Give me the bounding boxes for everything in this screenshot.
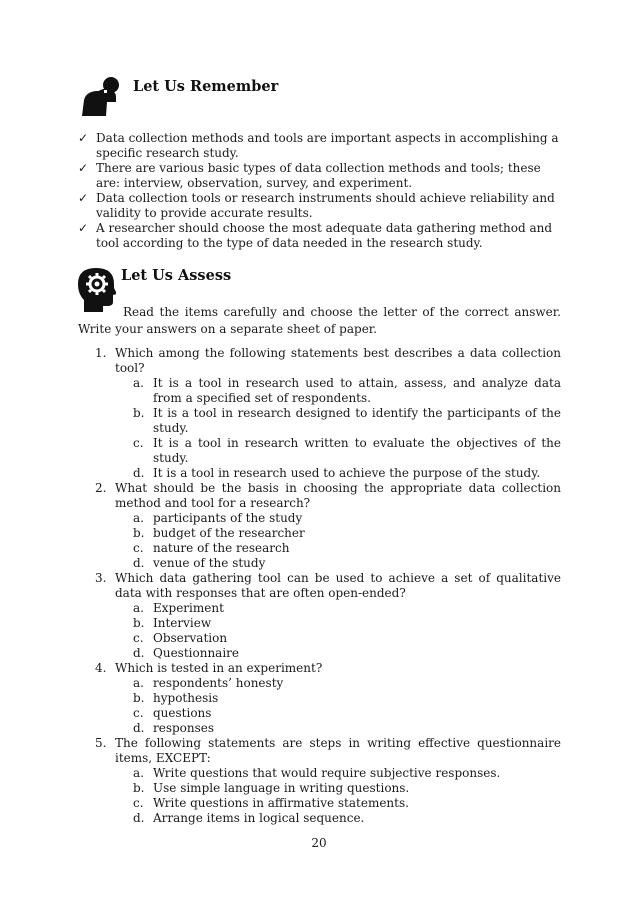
answer-choice	[115, 556, 561, 571]
question-item	[95, 346, 561, 481]
checklist-item-text: A researcher should choose the most adequate data gathering method and tool according to the type of data needed in the research study.	[96, 221, 553, 250]
choice-letter: b.	[133, 406, 145, 420]
answer-choice	[115, 781, 561, 796]
choice-text: respondents’ honesty	[153, 676, 284, 690]
answer-choice	[115, 691, 561, 706]
question-list	[95, 346, 561, 826]
choice-text: Observation	[153, 631, 228, 645]
question-item	[95, 661, 561, 736]
choice-text: Write questions that would require subjective responses.	[153, 766, 501, 780]
choice-text: budget of the researcher	[153, 526, 305, 540]
choice-list	[115, 376, 561, 481]
question-item	[95, 481, 561, 571]
question-text: What should be the basis in choosing the appropriate data collection method and tool for a research?	[115, 481, 561, 510]
answer-choice	[115, 616, 561, 631]
choice-text: participants of the study	[153, 511, 303, 525]
question-number: 1.	[95, 346, 107, 360]
checklist-item-text: There are various basic types of data collection methods and tools; these are: interview, observation, survey, and experiment.	[96, 161, 541, 190]
choice-letter: b.	[133, 691, 145, 705]
answer-choice	[115, 646, 561, 661]
question-number: 5.	[95, 736, 107, 750]
choice-text: Questionnaire	[153, 646, 239, 660]
answer-choice	[115, 796, 561, 811]
question-item	[95, 736, 561, 826]
choice-letter: a.	[133, 601, 144, 615]
choice-text: venue of the study	[153, 556, 266, 570]
checklist-item	[78, 131, 568, 161]
choice-letter: d.	[133, 811, 145, 825]
checklist-item-text: Data collection tools or research instruments should achieve reliability and validity to provide accurate results.	[96, 191, 555, 220]
question-item	[95, 571, 561, 661]
assess-instructions: Read the items carefully and choose the letter of the correct answer. Write your answers on a separate sheet of paper.	[78, 305, 561, 336]
assess-title: Let Us Assess	[121, 267, 232, 284]
choice-letter: a.	[133, 676, 144, 690]
choice-letter: b.	[133, 526, 145, 540]
answer-choice	[115, 706, 561, 721]
choice-text: responses	[153, 721, 215, 735]
choice-text: Use simple language in writing questions.	[153, 781, 410, 795]
question-number: 4.	[95, 661, 107, 675]
checkmark-icon: ✓	[78, 221, 89, 235]
checklist-item	[78, 161, 568, 191]
question-number: 2.	[95, 481, 107, 495]
choice-text: Experiment	[153, 601, 224, 615]
answer-choice	[115, 466, 561, 481]
answer-choice	[115, 376, 561, 406]
answer-choice	[115, 406, 561, 436]
question-number: 3.	[95, 571, 107, 585]
choice-list	[115, 601, 561, 661]
answer-choice	[115, 676, 561, 691]
question-text: Which among the following statements best describes a data collection tool?	[115, 346, 561, 375]
choice-letter: d.	[133, 646, 145, 660]
choice-text: Interview	[153, 616, 212, 630]
answer-choice	[115, 811, 561, 826]
answer-choice	[115, 766, 561, 781]
choice-letter: d.	[133, 721, 145, 735]
choice-list	[115, 511, 561, 571]
choice-letter: c.	[133, 541, 144, 555]
question-text: Which data gathering tool can be used to achieve a set of qualitative data with responses that are often open-ended?	[115, 571, 561, 600]
checklist-item-text: Data collection methods and tools are important aspects in accomplishing a specific research study.	[96, 131, 559, 160]
choice-letter: c.	[133, 796, 144, 810]
answer-choice	[115, 541, 561, 556]
choice-letter: a.	[133, 511, 144, 525]
remember-checklist	[78, 131, 568, 251]
choice-letter: b.	[133, 781, 145, 795]
choice-text: It is a tool in research used to achieve the purpose of the study.	[153, 466, 541, 480]
choice-list	[115, 766, 561, 826]
checkmark-icon: ✓	[78, 131, 89, 145]
checkmark-icon: ✓	[78, 161, 89, 175]
choice-text: Write questions in affirmative statements.	[153, 796, 409, 810]
answer-choice	[115, 526, 561, 541]
choice-letter: b.	[133, 616, 145, 630]
question-text: Which is tested in an experiment?	[115, 661, 323, 675]
answer-choice	[115, 436, 561, 466]
question-text: The following statements are steps in writing effective questionnaire items, EXCEPT:	[115, 736, 561, 765]
choice-text: Arrange items in logical sequence.	[153, 811, 365, 825]
choice-letter: c.	[133, 631, 144, 645]
answer-choice	[115, 631, 561, 646]
choice-letter: c.	[133, 436, 144, 450]
choice-text: It is a tool in research used to attain, assess, and analyze data from a specified set of respondents.	[153, 376, 561, 405]
remember-title: Let Us Remember	[133, 78, 279, 95]
choice-letter: a.	[133, 766, 144, 780]
checklist-item	[78, 221, 568, 251]
person-thinking-icon	[80, 76, 130, 116]
choice-text: It is a tool in research written to evaluate the objectives of the study.	[153, 436, 561, 465]
choice-list	[115, 676, 561, 736]
checkmark-icon: ✓	[78, 191, 89, 205]
choice-letter: d.	[133, 466, 145, 480]
page-number: 20	[311, 836, 327, 850]
checklist-item	[78, 191, 568, 221]
answer-choice	[115, 511, 561, 526]
choice-text: hypothesis	[153, 691, 219, 705]
answer-choice	[115, 721, 561, 736]
choice-text: questions	[153, 706, 212, 720]
choice-letter: a.	[133, 376, 144, 390]
choice-letter: d.	[133, 556, 145, 570]
choice-text: nature of the research	[153, 541, 290, 555]
choice-text: It is a tool in research designed to identify the participants of the study.	[153, 406, 561, 435]
choice-letter: c.	[133, 706, 144, 720]
answer-choice	[115, 601, 561, 616]
